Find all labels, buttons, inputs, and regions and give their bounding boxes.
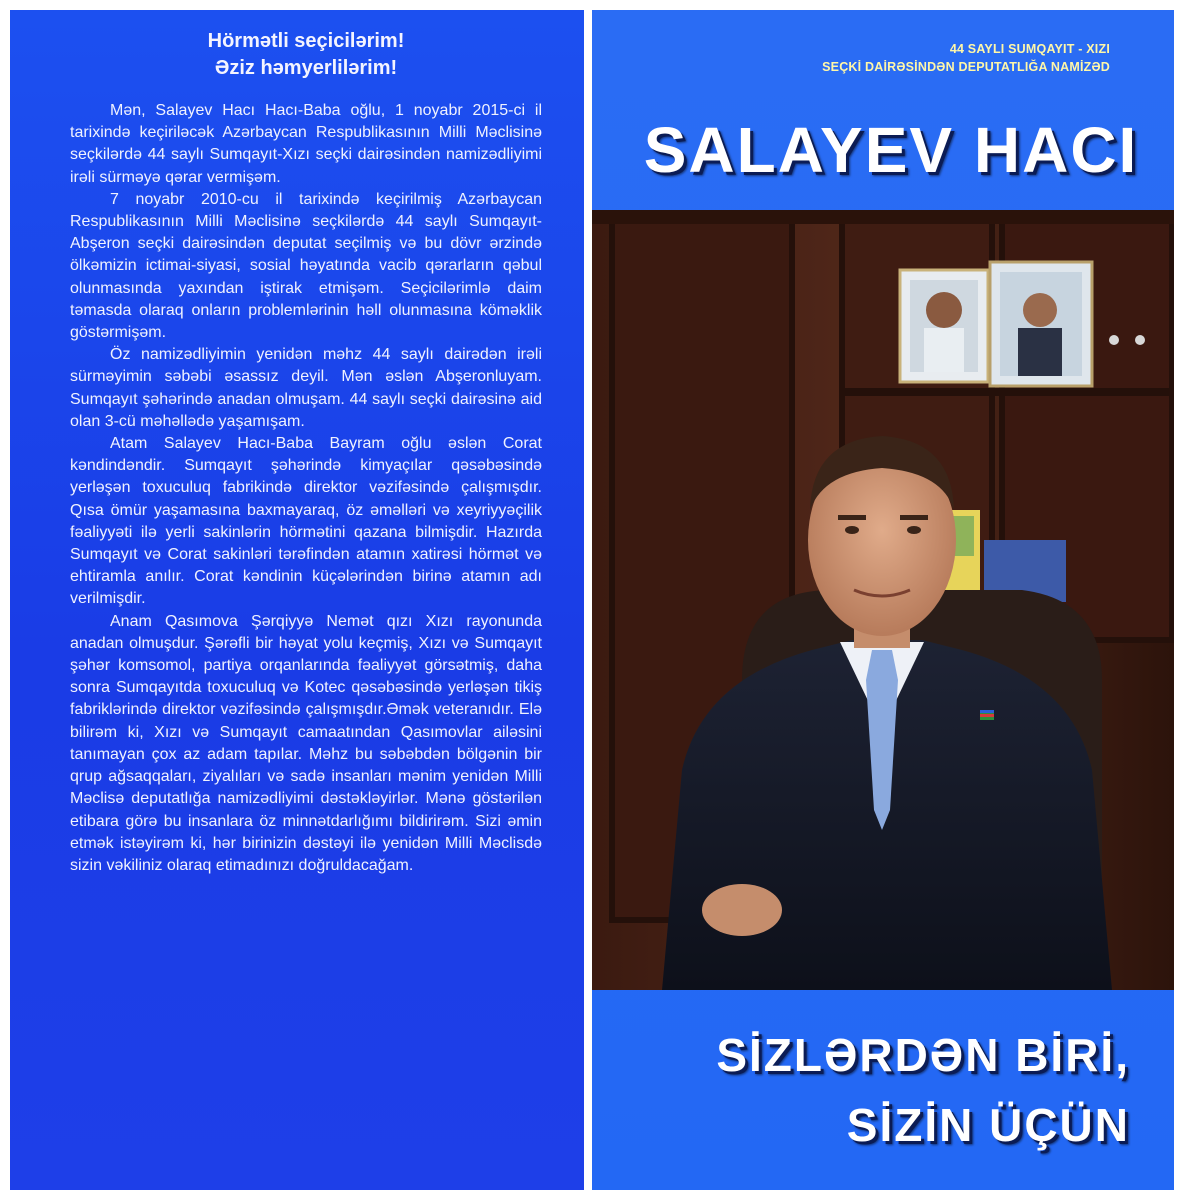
- letter-body: [70, 100, 542, 877]
- candidate-name: SALAYEV HACI: [643, 114, 1139, 186]
- greeting-line-2: Əziz həmyerlilərim!: [214, 57, 398, 79]
- office-portrait-illustration: [592, 210, 1174, 990]
- district-line-1: 44 SAYLI SUMQAYIT - XIZI: [949, 42, 1110, 56]
- greeting: [70, 28, 542, 82]
- letter-paragraph-3: Öz namizədliyimin yenidən məhz 44 saylı dairədən irəli sürməyimin səbəbi əsassız deyil. Mən əslən Abşeronluyam. Sumqayıt şəhərində anadan olmuşam. 44 saylı seçki dairəsinə aid olan 3-cü məhəllədə yaşamışam.: [70, 346, 542, 430]
- slogan-line-1: SİZLƏRDƏN BİRİ,: [716, 1029, 1130, 1081]
- candidate-photo: [592, 210, 1174, 990]
- letter-paragraph-1: Mən, Salayev Hacı Hacı-Baba oğlu, 1 noyabr 2015-ci il tarixində keçiriləcək Azərbaycan Respublikasının Milli Məclisinə seçkilərdə 44 saylı Sumqayıt-Xızı seçki dairəsindən namizədliyimi irəli sürməyə qərar vermişəm.: [70, 102, 542, 186]
- letter-paragraph-4: Atam Salayev Hacı-Baba Bayram oğlu əslən Corat kəndindəndir. Sumqayıt şəhərində kimyaçılar qəsəbəsində yerləşən toxuculuq fabrikində direktor vəzifəsində çalışmışdır. Qısa ömür yaşamasına baxmayaraq, öz əməlləri və xeyriyyəçilik fəaliyyəti ilə yerli sakinlərin hörmətini qazana bilmişdir. Hazırda Sumqayıt və Corat sakinləri tərəfindən atamın xatirəsi hörmət və ehtiramla anılır. Corat kəndinin küçələrindən birinə atamın adı verilmişdir.: [70, 435, 542, 608]
- greeting-line-1: Hörmətli seçicilərim!: [207, 30, 405, 52]
- district-caption: [822, 40, 1110, 76]
- slogan-line-2: SİZİN ÜÇÜN: [846, 1099, 1130, 1151]
- district-line-2: SEÇKİ DAİRƏSİNDƏN DEPUTATLIĞA NAMİZƏD: [822, 60, 1110, 74]
- letter-paragraph-5: Anam Qasımova Şərqiyyə Nemət qızı Xızı rayonunda anadan olmuşdur. Şərəfli bir həyat yolu keçmiş, Xızı və Sumqayıt şəhər komsomol, partiya orqanlarında fəaliyyət görsətmiş, daha sonra Sumqayıtda toxuculuq və Kotec qəsəbəsində yerləşən tikiş fabriklərində direktor vəzifəsində çalışmışdır.Əmək veteranıdır. Elə bilirəm ki, Xızı və Sumqayıt camaatından Qasımovlar ailəsini tanımayan çox az adam tapılar. Məhz bu səbəbdən bölgənin bir qrup ağsaqqaları, ziyalıları və sadə insanları mənim yenidən Milli Məclisə deputatlığa namizədliyimi dəstəkləyirlər. Mənə göstərilən etibara görə bu insanlara öz minnətdarlığımı bildirirəm. Sizi əmin etmək istəyirəm ki, hər birinizin dəstəyi ilə yenidən Milli Məclisdə sizin vəkiliniz olaraq etimadınızı doğruldacağam.: [70, 612, 542, 874]
- cover-panel: [592, 10, 1174, 1190]
- letter-panel: [10, 10, 584, 1190]
- letter-paragraph-2: 7 noyabr 2010-cu il tarixində keçirilmiş Azərbaycan Respublikasının Milli Məclisinə seçkilərdə 44 saylı Sumqayıt-Abşeron seçki dairəsindən deputat seçilmiş və bu dövr ərzində ölkəmizin ictimai-siyasi, sosial həyatında vacib qərarların qəbul olunmasında yaxından iştirak etmişəm. Seçicilərimlə daim təmasda olaraq onların problemlərinin həll olunmasına köməklik göstərmişəm.: [70, 190, 542, 342]
